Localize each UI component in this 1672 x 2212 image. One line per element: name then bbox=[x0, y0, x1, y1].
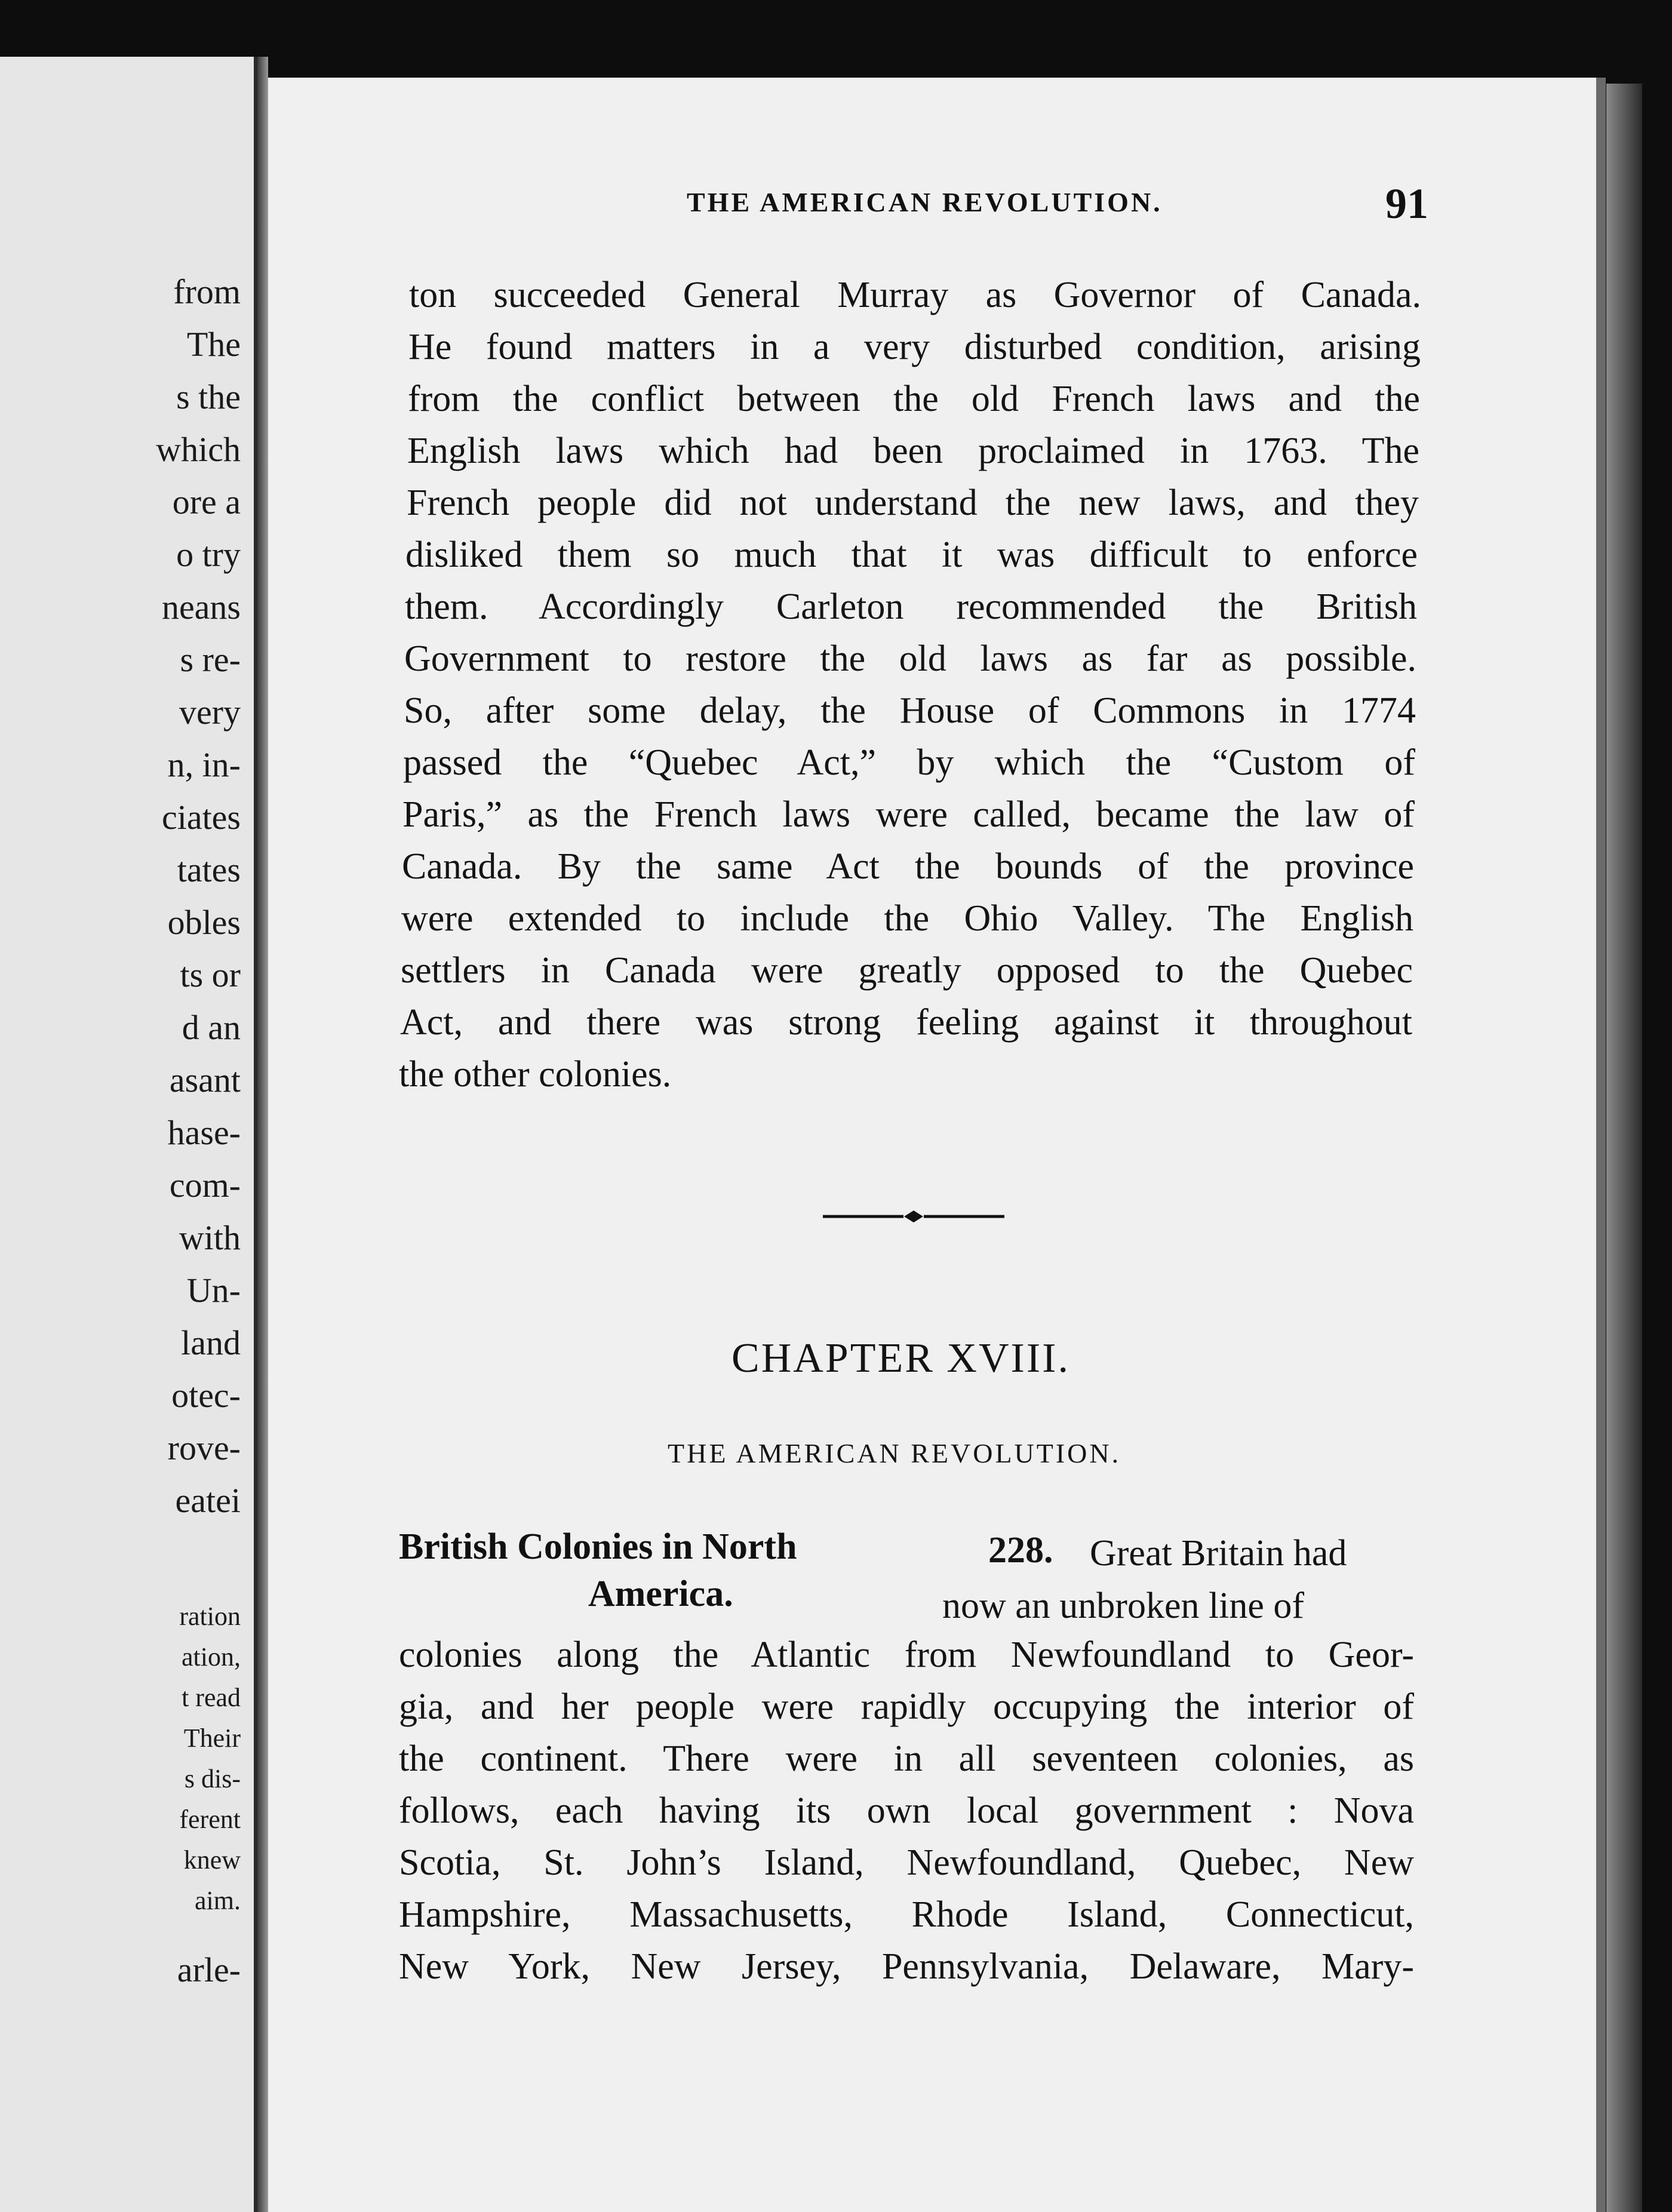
left-line: hase- bbox=[167, 1113, 241, 1152]
section-first-line-text: Great Britain had bbox=[1090, 1533, 1347, 1574]
section-line: Hampshire, Massachusetts, Rhode Island, Connecticut, bbox=[399, 1894, 1414, 1935]
body-line: Government to restore the old laws as far as possible. bbox=[404, 638, 1416, 679]
left-line: com- bbox=[169, 1166, 241, 1205]
chapter-subtitle: THE AMERICAN REVOLUTION. bbox=[668, 1438, 1121, 1468]
body-line: English laws which had been proclaimed in 1763. The bbox=[407, 431, 1419, 471]
paragraph-number bbox=[988, 1532, 1053, 1569]
body-line: So, after some delay, the House of Commons in 1774 bbox=[404, 690, 1416, 731]
body-line: from the conflict between the old French laws and the bbox=[408, 379, 1420, 419]
left-line: n, in- bbox=[167, 745, 241, 784]
page-edge-shadow bbox=[1606, 84, 1642, 2212]
body-line: them. Accordingly Carleton recommended the British bbox=[405, 586, 1417, 627]
running-head: THE AMERICAN REVOLUTION. bbox=[687, 187, 1163, 217]
left-line: d an bbox=[182, 1008, 241, 1047]
left-note-line: knew bbox=[183, 1845, 241, 1875]
left-line: neans bbox=[161, 588, 241, 626]
body-line: Act, and there was strong feeling against it throughout bbox=[400, 1002, 1412, 1043]
section-line: the continent. There were in all seventeen colonies, as bbox=[399, 1738, 1414, 1779]
left-line: obles bbox=[167, 903, 241, 942]
body-line: disliked them so much that it was difficult to enforce bbox=[405, 534, 1418, 575]
left-line: The bbox=[186, 325, 241, 364]
left-note-line: ation, bbox=[182, 1642, 241, 1672]
left-note-line: s dis- bbox=[184, 1764, 241, 1793]
chapter-title: CHAPTER XVIII. bbox=[732, 1335, 1070, 1381]
sidehead-line-2: America. bbox=[588, 1574, 733, 1614]
left-line: land bbox=[181, 1323, 241, 1362]
section-line: New York, New Jersey, Pennsylvania, Delaware, Mary- bbox=[399, 1946, 1414, 1987]
left-note-line: ration bbox=[179, 1602, 241, 1631]
left-line: which bbox=[156, 430, 241, 469]
left-line: rove- bbox=[167, 1428, 241, 1467]
left-line: from bbox=[173, 272, 241, 311]
left-line: ts or bbox=[180, 956, 241, 994]
left-line: with bbox=[179, 1218, 241, 1257]
left-line: ore a bbox=[172, 483, 241, 521]
page-number: 91 bbox=[1385, 180, 1428, 228]
left-note-line: aim. bbox=[195, 1886, 241, 1915]
body-line: settlers in Canada were greatly opposed to the Quebec bbox=[401, 950, 1413, 991]
left-line: s re- bbox=[180, 640, 241, 679]
left-line: very bbox=[179, 693, 241, 732]
left-note-line: Their bbox=[183, 1723, 241, 1753]
body-line: were extended to include the Ohio Valley. The English bbox=[401, 898, 1413, 939]
body-line: He found matters in a very disturbed condition, arising bbox=[408, 327, 1421, 367]
body-line: Canada. By the same Act the bounds of the province bbox=[402, 846, 1414, 887]
left-line: otec- bbox=[171, 1376, 241, 1415]
section-line: follows, each having its own local government : Nova bbox=[399, 1790, 1414, 1831]
left-line: asant bbox=[169, 1061, 241, 1099]
section-line: gia, and her people were rapidly occupying the interior of bbox=[399, 1686, 1414, 1727]
body-line: French people did not understand the new laws, and they bbox=[407, 483, 1419, 523]
left-line: o try bbox=[176, 535, 241, 574]
left-line: Un- bbox=[186, 1271, 241, 1310]
left-line: tates bbox=[177, 850, 241, 889]
previous-page-fragment bbox=[0, 57, 257, 2212]
left-note-line: t read bbox=[182, 1683, 241, 1712]
left-line: eatei bbox=[175, 1481, 241, 1520]
book-gutter bbox=[257, 57, 268, 2212]
left-line: s the bbox=[176, 377, 241, 416]
left-note-line: ferent bbox=[179, 1805, 241, 1834]
left-line: arle- bbox=[177, 1950, 241, 1989]
body-line: Paris,” as the French laws were called, became the law of bbox=[402, 794, 1415, 835]
section-divider-ornament bbox=[823, 1209, 1004, 1224]
body-line: passed the “Quebec Act,” by which the “Custom of bbox=[403, 742, 1415, 783]
section-line: colonies along the Atlantic from Newfoundland to Geor- bbox=[399, 1635, 1414, 1675]
section-first-line-rest bbox=[1090, 1535, 1412, 1572]
paragraph-number-value: 228. bbox=[988, 1530, 1053, 1571]
sidehead-line-1: British Colonies in North bbox=[399, 1526, 797, 1567]
section-line: Scotia, St. John’s Island, Newfoundland, Quebec, New bbox=[399, 1842, 1414, 1883]
left-line: ciates bbox=[161, 798, 241, 837]
section-second-line-rest: now an unbroken line of bbox=[942, 1586, 1305, 1626]
body-line: ton succeeded General Murray as Governor of Canada. bbox=[409, 275, 1421, 315]
body-line: the other colonies. bbox=[399, 1054, 672, 1095]
